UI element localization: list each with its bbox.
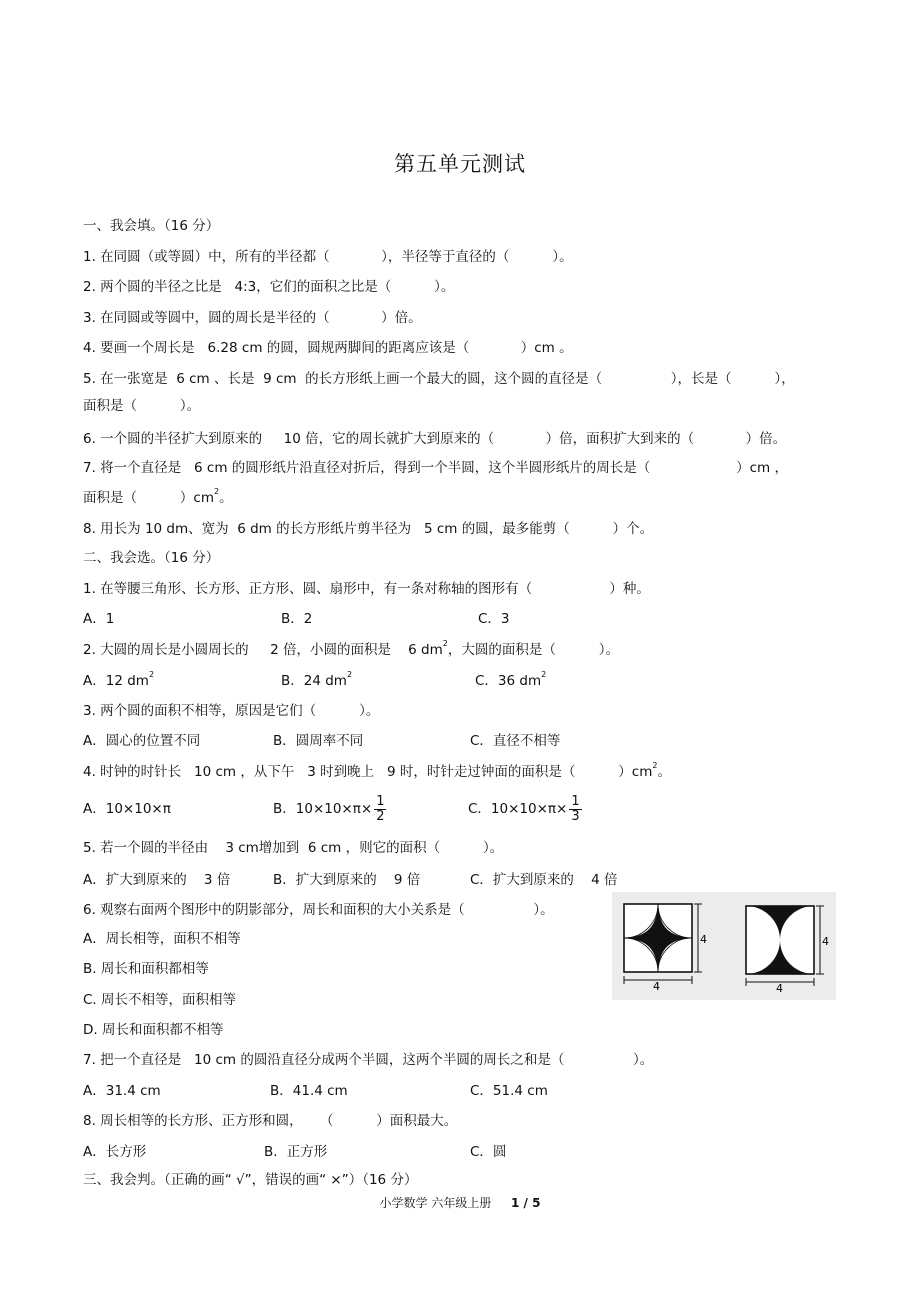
choose-question-4: 4. 时钟的时针长 10 cm ，从下午 3 时到晚上 9 时，时针走过钟面的面积是（ ）$cm^2$。 — [83, 761, 671, 780]
choose-q1-option-c: C．3 — [478, 611, 510, 627]
choose-q2-option-b: B．24 $dm^2$ — [281, 670, 353, 689]
choose-q5-option-a: A．扩大到原来的 3 倍 — [83, 872, 231, 888]
page-number: 1 / 5 — [511, 1196, 541, 1210]
choose-q8-option-b: B．正方形 — [264, 1144, 328, 1160]
choose-q7-option-b: B．41.4 cm — [270, 1083, 348, 1099]
choose-question-2: 2. 大圆的周长是小圆周长的 2 倍，小圆的面积是 6 $dm^2$，大圆的面积是（ ）。 — [83, 639, 620, 658]
choose-q8-option-a: A．长方形 — [83, 1144, 147, 1160]
choose-q3-option-c: C．直径不相等 — [470, 733, 561, 749]
section-heading-judge: 三、我会判。（正确的画“ √”，错误的画“ ×”）（16 分） — [83, 1172, 418, 1188]
right-width-label: 4 — [776, 982, 783, 995]
choose-q5-option-b: B．扩大到原来的 9 倍 — [273, 872, 421, 888]
choose-q7-option-a: A．31.4 cm — [83, 1083, 161, 1099]
choose-q1-option-a: A．1 — [83, 611, 115, 627]
fill-question-2: 2. 两个圆的半径之比是 4:3，它们的面积之比是（ ）。 — [83, 279, 455, 295]
fill-question-8: 8. 用长为 10 dm、宽为 6 dm 的长方形纸片剪半径为 5 cm 的圆，最多能剪（ ）个。 — [83, 521, 654, 537]
choose-q6-option-d: D. 周长和面积都不相等 — [83, 1022, 224, 1038]
left-width-label: 4 — [653, 980, 660, 993]
right-height-label: 4 — [822, 935, 829, 948]
choose-q1-option-b: B．2 — [281, 611, 313, 627]
fill-question-5-cont: 面积是（ ）。 — [83, 398, 201, 414]
choose-q4-option-b: B．10×10×π× $\frac{1}{2}$ — [273, 793, 385, 824]
fraction-one-half: $\frac{1}{2}$ — [376, 793, 385, 824]
choose-question-3: 3. 两个圆的面积不相等，原因是它们（ ）。 — [83, 703, 380, 719]
choose-q3-option-a: A．圆心的位置不同 — [83, 733, 201, 749]
section-heading-fill: 一、我会填。（16 分） — [83, 218, 220, 234]
choose-question-8: 8. 周长相等的长方形、正方形和圆， （ ）面积最大。 — [83, 1113, 458, 1129]
choose-q4-option-c: C．10×10×π× $\frac{1}{3}$ — [468, 793, 580, 824]
page-footer — [0, 1194, 920, 1211]
choose-q2-option-a: A．12 $dm^2$ — [83, 670, 155, 689]
fill-question-7-cont: 面积是（ ）$cm^2$。 — [83, 487, 233, 506]
fill-question-6: 6. 一个圆的半径扩大到原来的 10 倍，它的周长就扩大到原来的（ ）倍，面积扩大到来的（ ）倍。 — [83, 431, 787, 447]
fill-question-7: 7. 将一个直径是 6 cm 的圆形纸片沿直径对折后，得到一个半圆，这个半圆形纸片的周长是（ ）cm ， — [83, 460, 788, 476]
choose-question-7: 7. 把一个直径是 10 cm 的圆沿直径分成两个半圆，这两个半圆的周长之和是（ ）。 — [83, 1052, 654, 1068]
choose-q4-option-a: A．10×10×π — [83, 801, 171, 817]
choose-question-1: 1. 在等腰三角形、长方形、正方形、圆、扇形中，有一条对称轴的图形有（ ）种。 — [83, 581, 650, 597]
choose-q8-option-c: C．圆 — [470, 1144, 507, 1160]
fill-question-3: 3. 在同圆或等圆中，圆的周长是半径的（ ）倍。 — [83, 310, 422, 326]
shaded-figures-diagram — [612, 892, 836, 1000]
fraction-one-third: $\frac{1}{3}$ — [571, 793, 580, 824]
choose-q5-option-c: C．扩大到原来的 4 倍 — [470, 872, 618, 888]
section-heading-choose: 二、我会选。（16 分） — [83, 550, 220, 566]
choose-q2-option-c: C．36 $dm^2$ — [475, 670, 547, 689]
shaded-figures-svg — [612, 892, 836, 1000]
fill-question-4: 4. 要画一个周长是 6.28 cm 的圆，圆规两脚间的距离应该是（ ）cm 。 — [83, 340, 573, 356]
fill-question-1: 1. 在同圆（或等圆）中，所有的半径都（ ），半径等于直径的（ ）。 — [83, 249, 573, 265]
fill-question-5: 5. 在一张宽是 6 cm 、长是 9 cm 的长方形纸上画一个最大的圆，这个圆的直径是（ ），长是（ ）， — [83, 371, 795, 387]
choose-q6-option-a: A．周长相等，面积不相等 — [83, 931, 241, 947]
choose-q6-option-b: B. 周长和面积都相等 — [83, 961, 209, 977]
hourglass-figure — [746, 906, 829, 995]
choose-q7-option-c: C．51.4 cm — [470, 1083, 548, 1099]
choose-q3-option-b: B．圆周率不同 — [273, 733, 364, 749]
choose-q6-option-c: C. 周长不相等，面积相等 — [83, 992, 237, 1008]
footer-subject: 小学数学 六年级上册 — [379, 1196, 492, 1210]
choose-question-6: 6. 观察右面两个图形中的阴影部分，周长和面积的大小关系是（ ）。 — [83, 902, 554, 918]
choose-question-5: 5. 若一个圆的半径由 3 cm增加到 6 cm ，则它的面积（ ）。 — [83, 840, 504, 856]
left-height-label: 4 — [700, 933, 707, 946]
star-figure — [624, 904, 707, 993]
page-title: 第五单元测试 — [394, 152, 526, 176]
